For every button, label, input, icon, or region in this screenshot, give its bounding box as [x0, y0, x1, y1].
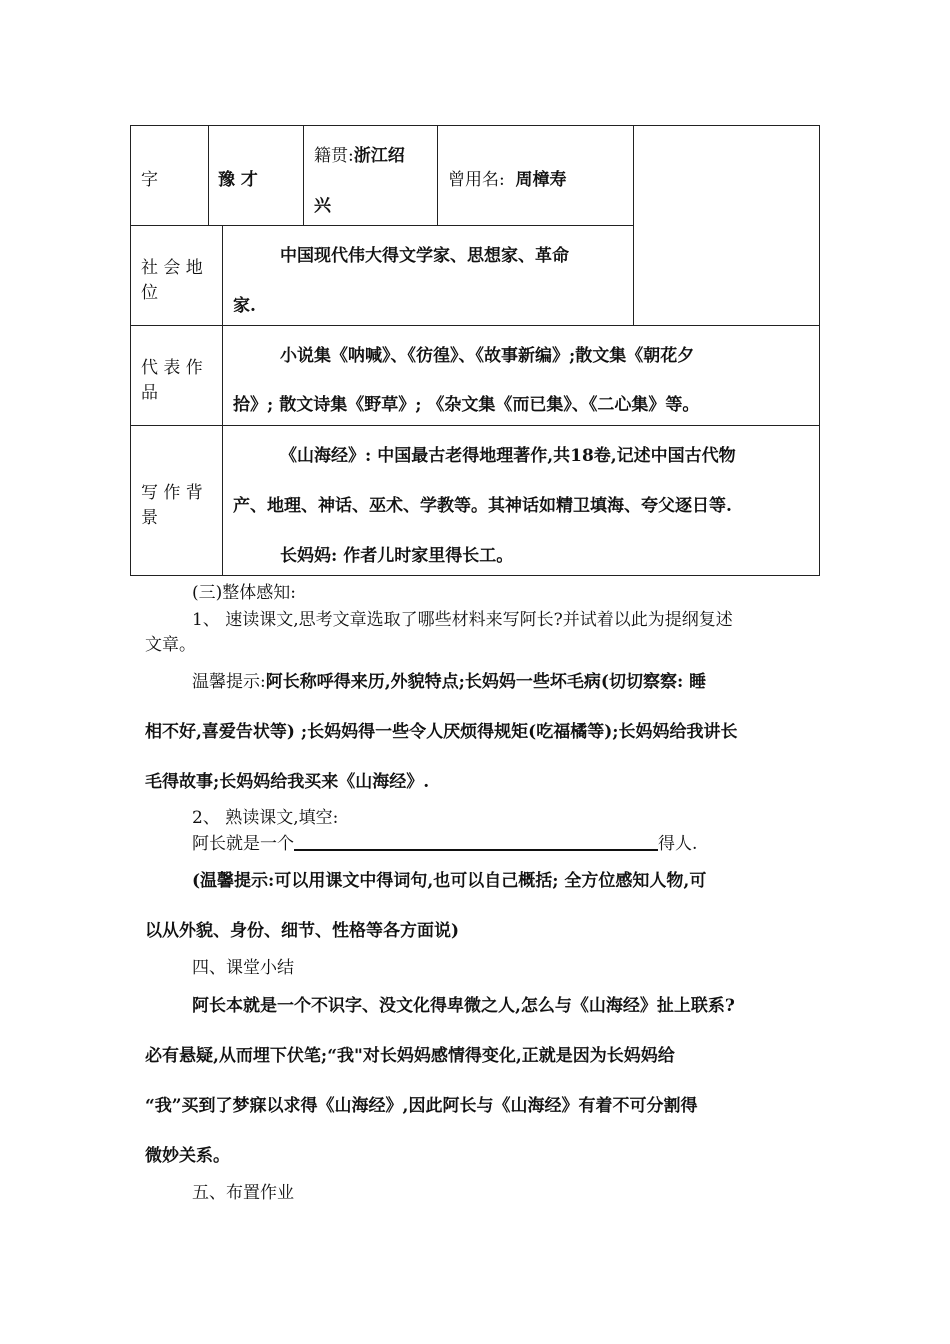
tip1-text: 阿长称呼得来历,外貌特点;长妈妈一些坏毛病(切切察察: 睡: [265, 672, 707, 692]
table-border-right: [819, 125, 820, 576]
tip1-line1: [192, 667, 706, 692]
tip1-label: 温馨提示:: [192, 672, 266, 692]
table-divider-label: [222, 225, 223, 576]
tip2-line1: (温馨提示:可以用课文中得词句,也可以自己概括; 全方位感知人物,可: [192, 871, 707, 891]
q2: 2、 熟读课文,填空:: [192, 808, 339, 828]
alias-label: 曾用名:: [448, 170, 505, 190]
table-border-top: [130, 125, 820, 126]
summary-line1: 阿长本就是一个不识字、没文化得卑微之人,怎么与《山海经》扯上联系?: [192, 996, 735, 1016]
tip1-line2: 相不好,喜爱告状等) ;长妈妈得一些令人厌烦得规矩(吃福橘等);长妈妈给我讲长: [145, 722, 738, 742]
summary-line2: 必有悬疑,从而埋下伏笔;“我"对长妈妈感情得变化,正就是因为长妈妈给: [145, 1046, 675, 1066]
row4-label-line1: 写 作 背: [141, 483, 203, 503]
row3-label-line2: 品: [141, 383, 158, 403]
table-border-bottom: [130, 575, 820, 576]
origin-value-line2: 兴: [314, 196, 331, 216]
q1-line1: 1、 速读课文,思考文章选取了哪些材料来写阿长?并试着以此为提纲复述: [192, 610, 733, 630]
section3-heading: (三)整体感知:: [192, 583, 296, 603]
row2-label-line2: 位: [141, 283, 158, 303]
q1-line2: 文章。: [145, 635, 196, 655]
row2-content-line1: 中国现代伟大得文学家、思想家、革命: [280, 246, 569, 266]
row4-content-line2: 产、地理、神话、巫术、学教等。其神话如精卫填海、夸父逐日等.: [233, 496, 732, 516]
row3-content-line2: 拾》; 散文诗集《野草》; 《杂文集《而已集》、《二心集》等。: [233, 395, 700, 415]
alias-value: 周樟寿: [515, 170, 567, 190]
row1-label: 字: [141, 170, 158, 190]
table-border-left: [130, 125, 131, 576]
table-divider-photo: [633, 125, 634, 326]
fill-blank-line: [192, 829, 697, 854]
summary-line3: “我”买到了梦寐以求得《山海经》,因此阿长与《山海经》有着不可分割得: [145, 1096, 698, 1116]
row4-content-line3: 长妈妈: 作者儿时家里得长工。: [280, 546, 514, 566]
row3-label-line1: 代 表 作: [141, 358, 203, 378]
tip2-line2: 以从外貌、身份、细节、性格等各方面说): [145, 921, 460, 941]
row3-content-line1: 小说集《呐喊》、《彷徨》、《故事新编》;散文集《朝花夕: [280, 346, 695, 366]
row4-content-line1: 《山海经》: 中国最古老得地理著作,共18卷,记述中国古代物: [280, 446, 736, 466]
fill-prefix: 阿长就是一个: [192, 834, 294, 854]
tip1-line3: 毛得故事;长妈妈给我买来《山海经》.: [145, 772, 430, 792]
origin-label: 籍贯:: [314, 146, 354, 166]
row2-content-line2: 家.: [233, 296, 256, 316]
section5-heading: 五、布置作业: [192, 1183, 294, 1203]
fill-blank[interactable]: [294, 833, 658, 851]
fill-suffix: 得人.: [658, 834, 698, 854]
origin-value: 浙江绍: [353, 146, 405, 166]
row1-alias: [448, 165, 567, 190]
table-border-row3: [130, 425, 820, 426]
summary-line4: 微妙关系。: [145, 1146, 230, 1166]
row4-label-line2: 景: [141, 508, 158, 528]
table-border-row2: [130, 325, 820, 326]
row1-name-value: 豫 才: [218, 170, 258, 190]
row2-label-line1: 社 会 地: [141, 258, 203, 278]
table-divider-v3: [437, 125, 438, 225]
table-divider-v1: [208, 125, 209, 225]
table-divider-v2: [303, 125, 304, 225]
row1-origin: [314, 141, 405, 166]
table-border-row1: [130, 225, 633, 226]
section4-heading: 四、课堂小结: [192, 958, 294, 978]
